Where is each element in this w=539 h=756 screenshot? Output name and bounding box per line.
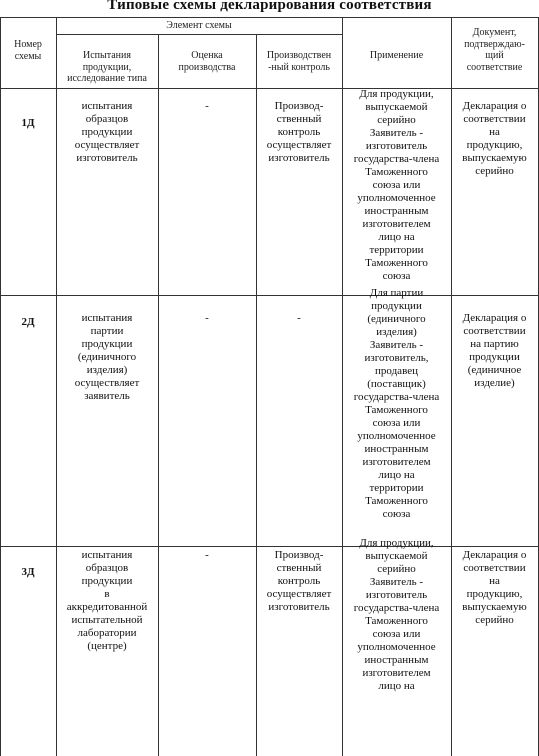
cell-line: ственный: [276, 562, 322, 574]
cell-line: союза: [382, 270, 411, 282]
cell-line: испытательной: [71, 614, 143, 626]
cell-line: аккредитованной: [66, 601, 148, 613]
cell-line: изготовитель: [76, 152, 138, 164]
cell-line: уполномоченное: [357, 192, 436, 204]
cell-line: иностранным: [364, 654, 429, 666]
cell-line: продавец: [375, 365, 418, 377]
cell-line: в: [104, 588, 110, 600]
cell-scheme-number: 2Д: [21, 316, 35, 328]
cell-line: (единичное: [467, 364, 522, 376]
header-tests: Испытания продукции, исследование типа: [67, 50, 147, 84]
cell-line: продукции: [81, 338, 133, 350]
cell-line: государства-члена: [353, 391, 440, 403]
cell-line: партии: [90, 325, 124, 337]
cell-line: Таможенного: [365, 404, 428, 416]
cell-line: Для партии: [369, 287, 424, 299]
row-divider: [0, 546, 539, 547]
cell-line: изготовитель: [268, 601, 330, 613]
cell-line: изготовитель: [365, 589, 428, 601]
cell-line: соответствии: [463, 113, 526, 125]
cell-line: изготовителем: [362, 456, 431, 468]
cell-line: Заявитель -: [369, 339, 424, 351]
cell-line: заявитель: [84, 390, 130, 402]
cell-line: образцов: [85, 562, 129, 574]
cell-line: контроль: [277, 126, 321, 138]
cell-line: территории: [369, 244, 424, 256]
cell-application: [342, 287, 451, 521]
cell-line: изделия): [86, 364, 128, 376]
header-production-control: Производствен -ный контроль: [266, 50, 332, 73]
cell-production-control: [256, 100, 342, 165]
cell-line: испытания: [81, 100, 133, 112]
cell-line: продукцию,: [466, 139, 523, 151]
cell-line: (центре): [87, 640, 127, 652]
cell-line: государства-члена: [353, 153, 440, 165]
header-production-assessment: Оценка производства: [178, 50, 236, 73]
cell-line: Декларация о: [462, 312, 527, 324]
cell-production-control: [256, 549, 342, 614]
cell-line: уполномоченное: [357, 430, 436, 442]
cell-line: -: [205, 100, 209, 112]
cell-line: выпускаемой: [365, 101, 428, 113]
page-title: Типовые схемы декларирования соответствия: [107, 0, 432, 13]
cell-line: изготовителем: [362, 218, 431, 230]
cell-line: соответствии: [463, 562, 526, 574]
cell-line: осуществляет: [266, 588, 332, 600]
cell-line: государства-члена: [353, 602, 440, 614]
cell-line: испытания: [81, 549, 133, 561]
row-divider: [0, 295, 539, 296]
cell-line: выпускаемую: [462, 152, 527, 164]
cell-tests: [56, 549, 158, 653]
header-scheme-number: Номер схемы: [14, 39, 42, 62]
cell-conformity-document: [451, 312, 538, 390]
cell-line: лицо на: [378, 469, 415, 481]
cell-line: Таможенного: [365, 166, 428, 178]
group-header-divider: [56, 34, 342, 35]
cell-line: иностранным: [364, 443, 429, 455]
cell-line: выпускаемую: [462, 601, 527, 613]
header-application: Применение: [369, 50, 424, 61]
cell-conformity-document: [451, 549, 538, 627]
cell-line: осуществляет: [74, 139, 140, 151]
table-top-border: [0, 17, 539, 18]
cell-line: Таможенного: [365, 615, 428, 627]
cell-tests: [56, 100, 158, 165]
cell-line: ственный: [276, 113, 322, 125]
cell-scheme-number: 3Д: [21, 566, 35, 578]
cell-line: (единичного: [77, 351, 137, 363]
cell-line: союза или: [372, 628, 421, 640]
cell-line: осуществляет: [74, 377, 140, 389]
cell-line: на: [489, 575, 500, 587]
cell-line: Таможенного: [365, 257, 428, 269]
cell-line: Таможенного: [365, 495, 428, 507]
cell-application: [342, 88, 451, 283]
cell-line: изделия): [376, 326, 417, 338]
cell-line: Для продукции,: [359, 88, 434, 100]
cell-line: уполномоченное: [357, 641, 436, 653]
cell-line: изготовителем: [362, 667, 431, 679]
cell-production-control: [256, 312, 342, 325]
cell-line: Декларация о: [462, 549, 527, 561]
cell-line: Заявитель -: [369, 576, 424, 588]
header-bottom-border: [0, 88, 539, 89]
cell-line: (единичного: [367, 313, 426, 325]
cell-line: продукции: [371, 300, 422, 312]
cell-application: [342, 537, 451, 693]
cell-line: продукции: [81, 575, 133, 587]
cell-line: -: [297, 312, 301, 324]
cell-line: серийно: [377, 563, 416, 575]
cell-scheme-number: 1Д: [21, 117, 35, 129]
cell-line: контроль: [277, 575, 321, 587]
cell-line: на: [489, 126, 500, 138]
cell-line: иностранным: [364, 205, 429, 217]
cell-line: Декларация о: [462, 100, 527, 112]
cell-production-assessment: [158, 312, 256, 325]
cell-line: изготовитель,: [364, 352, 429, 364]
cell-line: лицо на: [378, 231, 415, 243]
cell-production-assessment: [158, 549, 256, 562]
cell-line: продукции: [469, 351, 520, 363]
cell-production-assessment: [158, 100, 256, 113]
cell-line: Производ-: [274, 549, 324, 561]
cell-line: лицо на: [378, 680, 415, 692]
cell-line: территории: [369, 482, 424, 494]
cell-line: союза или: [372, 179, 421, 191]
cell-line: союза: [382, 508, 411, 520]
cell-line: изделие): [474, 377, 515, 389]
cell-line: Производ-: [274, 100, 324, 112]
cell-line: (поставщик): [367, 378, 426, 390]
cell-line: союза или: [372, 417, 421, 429]
column-divider: [158, 34, 159, 756]
cell-line: продукцию,: [466, 588, 523, 600]
cell-tests: [56, 312, 158, 403]
cell-line: изготовитель: [268, 152, 330, 164]
cell-line: лаборатории: [77, 627, 137, 639]
cell-conformity-document: [451, 100, 538, 178]
cell-line: образцов: [85, 113, 129, 125]
cell-line: -: [205, 549, 209, 561]
cell-line: Заявитель -: [369, 127, 424, 139]
header-conformity-document: Документ, подтверждаю- щий соответствие: [464, 27, 525, 73]
cell-line: серийно: [475, 165, 514, 177]
cell-line: соответствии: [463, 325, 526, 337]
cell-line: изготовитель: [365, 140, 428, 152]
cell-line: осуществляет: [266, 139, 332, 151]
cell-line: на партию: [470, 338, 519, 350]
cell-line: Для продукции,: [359, 537, 434, 549]
cell-line: продукции: [81, 126, 133, 138]
cell-line: серийно: [377, 114, 416, 126]
cell-line: выпускаемой: [365, 550, 428, 562]
cell-line: испытания: [81, 312, 133, 324]
cell-line: -: [205, 312, 209, 324]
cell-line: серийно: [475, 614, 514, 626]
header-scheme-element-group: Элемент схемы: [166, 20, 232, 31]
